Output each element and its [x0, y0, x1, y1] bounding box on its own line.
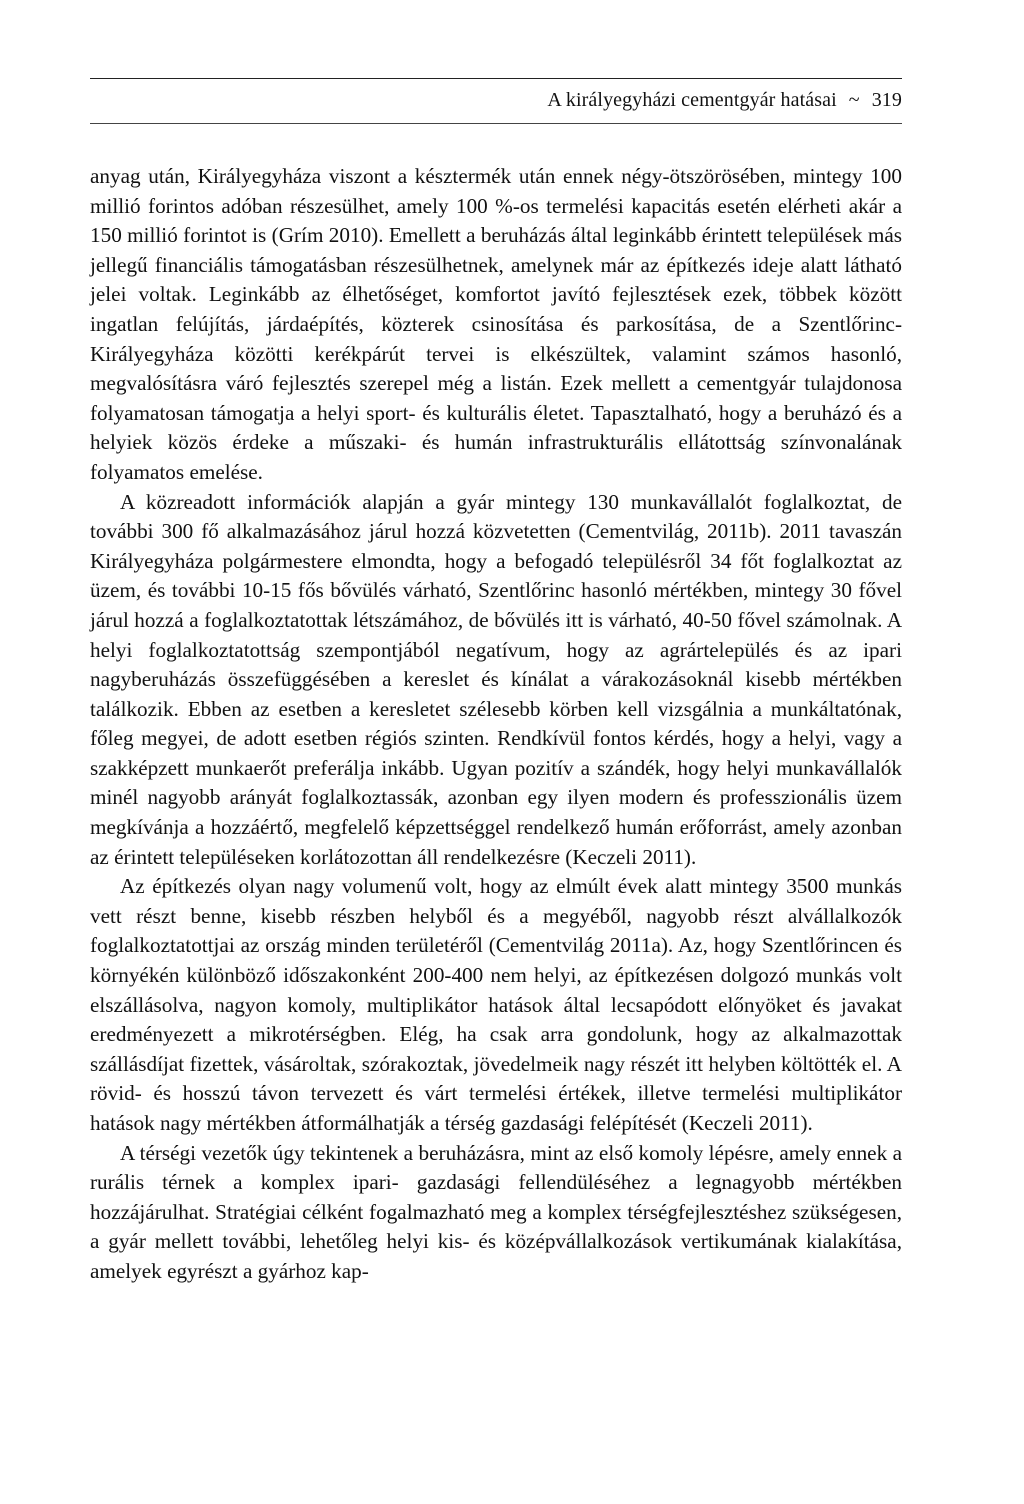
- paragraph-construction: Az építkezés olyan nagy volumenű volt, hogy az elmúlt évek alatt mintegy 3500 munkás vett részt benne, kisebb részben helyből és a megyéből, nagyobb részt alvállalkozók foglalkoztatottjai az ország minden területéről (Cementvilág 2011a). Az, hogy Szentlőrincen és környékén különböző időszakonként 200-400 nem helyi, az építkezésen dolgozó munkás volt elszállásolva, nagyon komoly, multiplikátor hatások által lecsapódott előnyöket és javakat eredményezett a mikrotérségben. Elég, ha csak arra gondolunk, hogy az alkalmazottak szállásdíjat fizettek, vásároltak, szórakoztak, jövedelmeik nagy részét itt helyben költötték el. A rövid- és hosszú távon tervezett és várt termelési értékek, illetve termelési multiplikátor hatások nagy mértékben átformálhatják a térség gazdasági felépítését (Keczeli 2011).: [90, 874, 902, 1135]
- page-number: 319: [871, 89, 902, 111]
- running-header: [90, 78, 902, 123]
- body-text: [90, 162, 902, 1287]
- running-title: A királyegyházi cementgyár hatásai: [547, 89, 837, 111]
- paragraph-regional-leaders: A térségi vezetők úgy tekintenek a beruházásra, mint az első komoly lépésre, amely ennek a rurális térnek a komplex ipari- gazdasági fellendüléséhez a legnagyobb mértékben hozzájárulhat. Stratégiai célként fogalmazható meg a komplex térségfejlesztéshez szükségesen, a gyár mellett további, lehetőleg helyi kis- és középvállalkozások vertikumának kialakítása, amelyek egyrészt a gyárhoz kap-: [90, 1140, 902, 1283]
- paragraph-continuation: anyag után, Királyegyháza viszont a késztermék után ennek négy-ötszörösében, mintegy 100 millió forintos adóban részesülhet, amely 100 %-os termelési kapacitás esetén elérheti akár a 150 millió forintot is (Grím 2010). Emellett a beruházás által leginkább érintett települések más jellegű financiális támogatásban részesülhetnek, amelynek már az építkezés ideje alatt látható jelei voltak. Leginkább az élhetőséget, komfortot javító fejlesztések ezek, többek között ingatlan felújítás, járdaépítés, közterek csinosítása és parkosítása, de a Szentlőrinc- Királyegyháza közötti kerékpárút tervei is elkészültek, valamint számos hasonló, megvalósításra váró fejlesztés szerepel még a listán. Ezek mellett a cementgyár tulajdonosa folyamatosan támogatja a helyi sport- és kulturális életet. Tapasztalható, hogy a beruházó és a helyiek közös érdeke a műszaki- és humán infrastrukturális ellátottság színvonalának folyamatos emelése.: [90, 164, 902, 484]
- header-separator: ~: [848, 89, 860, 111]
- book-page: [90, 78, 902, 1287]
- paragraph-employment: A közreadott információk alapján a gyár mintegy 130 munkavállalót foglalkoztat, de további 300 fő alkalmazásához járul hozzá közvetetten (Cementvilág, 2011b). 2011 tavaszán Királyegyháza polgármestere elmondta, hogy a befogadó településről 34 főt foglalkoztat az üzem, és további 10-15 fős bővülés várható, Szentlőrinc hasonló mértékben, mintegy 30 fővel járul hozzá a foglalkoztatottak létszámához, de bővülés itt is várható, 40-50 fővel számolnak. A helyi foglalkoztatottság szempontjából negatívum, hogy az agrártelepülés és az ipari nagyberuházás összefüggésében a kereslet és kínálat a várakozásoknál kisebb mértékben találkozik. Ebben az esetben a keresletet szélesebb körben kell vizsgálnia a munkáltatónak, főleg megyei, de adott esetben régiós szinten. Rendkívül fontos kérdés, hogy a helyi, vagy a szakképzett munkaerőt preferálja inkább. Ugyan pozitív a szándék, hogy helyi munkavállalók minél nagyobb arányát foglalkoztassák, azonban egy ilyen modern és professzionális üzem megkívánja a hozzáértő, megfelelő képzettséggel rendelkező humán erőforrást, amely azonban az érintett településeken korlátozottan áll rendelkezésre (Keczeli 2011).: [90, 489, 902, 869]
- header-rule: [90, 123, 902, 124]
